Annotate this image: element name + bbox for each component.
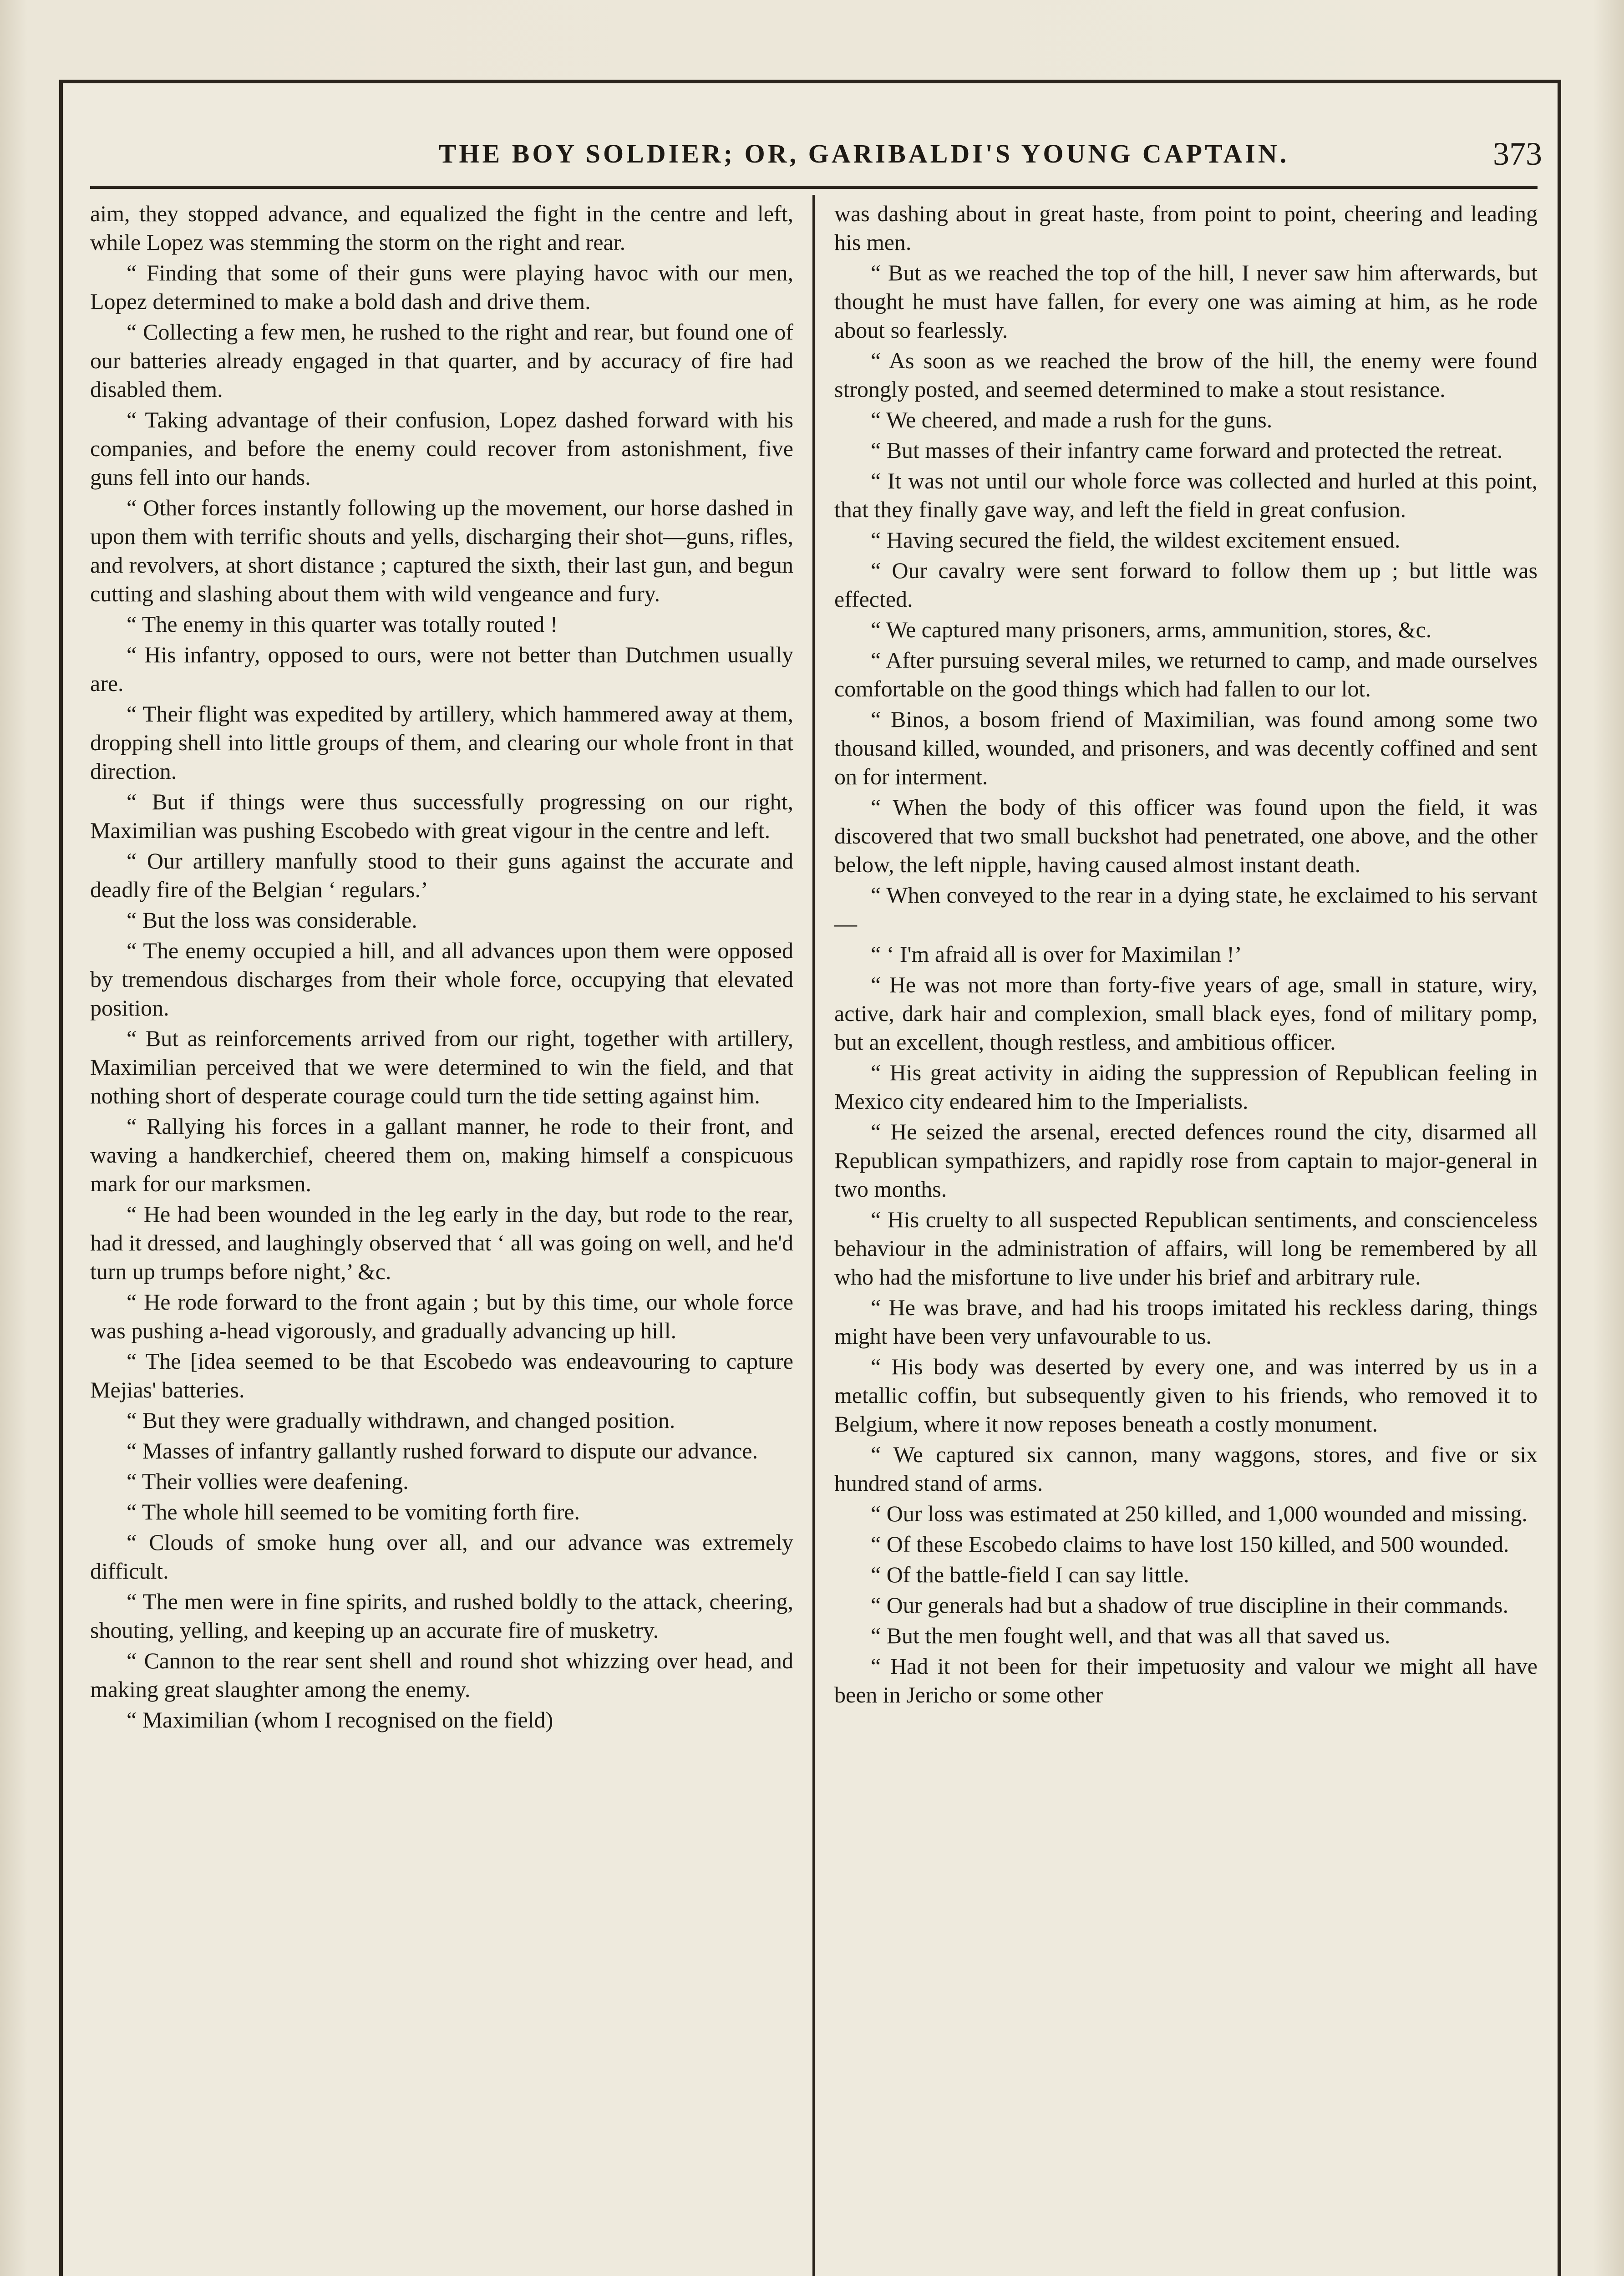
paragraph: “ Our cavalry were sent forward to follow them up ; but little was effected. (834, 558, 1538, 612)
paragraph: “ His cruelty to all suspected Republican sentiments, and conscienceless behaviour in the administration of affairs, will long be remembered by all who had the misfortune to live under his brief and arbitrary rule. (834, 1207, 1538, 1290)
paragraph: “ Rallying his forces in a gallant manner, he rode to their front, and waving a handkerchief, cheered them on, making himself a conspicuous mark for our marksmen. (90, 1113, 793, 1196)
paragraph: “ When conveyed to the rear in a dying state, he exclaimed to his servant— (834, 882, 1538, 936)
paragraph: “ We cheered, and made a rush for the guns. (871, 407, 1273, 432)
paragraph: “ He was brave, and had his troops imitated his reckless daring, things might have been very unfavourable to us. (834, 1295, 1538, 1349)
paragraph: was dashing about in great haste, from point to point, cheering and leading his men. (834, 201, 1538, 255)
column-rule (812, 195, 815, 2276)
paragraph: “ Maximilian (whom I recognised on the field) (127, 1707, 553, 1732)
paragraph: “ ‘ I'm afraid all is over for Maximilan !’ (871, 941, 1242, 967)
paragraph: “ Collecting a few men, he rushed to the right and rear, but found one of our batteries already engaged in that quarter, and by accuracy of fire had disabled them. (90, 319, 793, 402)
paragraph: “ But as reinforcements arrived from our right, together with artillery, Maximilian perceived that we were determined to win the field, and that nothing short of desperate courage could turn the tide setting against him. (90, 1026, 793, 1108)
paragraph: “ The whole hill seemed to be vomiting forth fire. (127, 1499, 580, 1524)
paragraph: “ But as we reached the top of the hill, I never saw him afterwards, but thought he must have fallen, for every one was aiming at him, as he rode about so fearlessly. (834, 260, 1538, 343)
right-column (834, 199, 1538, 2276)
paragraph: “ He rode forward to the front again ; but by this time, our whole force was pushing a-head vigorously, and gradually advancing up hill. (90, 1289, 793, 1343)
paragraph: “ The enemy occupied a hill, and all advances upon them were opposed by tremendous discharges from their whole force, occupying that elevated position. (90, 938, 793, 1021)
paragraph: “ His body was deserted by every one, and was interred by us in a metallic coffin, but subsequently given to his friends, who removed it to Belgium, where it now reposes beneath a costly monument. (834, 1354, 1538, 1437)
page-number: 373 (1493, 136, 1542, 172)
paragraph: “ Having secured the field, the wildest excitement ensued. (871, 527, 1401, 553)
paragraph: “ The [idea seemed to be that Escobedo was endeavouring to capture Mejias' batteries. (90, 1348, 793, 1402)
paragraph: “ Cannon to the rear sent shell and round shot whizzing over head, and making great slaughter among the enemy. (90, 1648, 793, 1702)
paragraph: “ The enemy in this quarter was totally routed ! (127, 611, 558, 637)
paragraph: “ Finding that some of their guns were playing havoc with our men, Lopez determined to make a bold dash and drive them. (90, 260, 793, 314)
paragraph: “ We captured six cannon, many waggons, stores, and five or six hundred stand of arms. (834, 1442, 1538, 1496)
paragraph: “ Had it not been for their impetuosity and valour we might all have been in Jericho or some other (834, 1653, 1538, 1707)
paragraph: “ Masses of infantry gallantly rushed forward to dispute our advance. (127, 1438, 758, 1463)
paragraph: “ After pursuing several miles, we returned to camp, and made ourselves comfortable on the good things which had fallen to our lot. (834, 647, 1538, 701)
paragraph: “ Binos, a bosom friend of Maximilian, was found among some two thousand killed, wounded, and prisoners, and was decently coffined and sent on for interment. (834, 706, 1538, 789)
paragraph: “ He seized the arsenal, erected defences round the city, disarmed all Republican sympathizers, and rapidly rose from captain to major-general in two months. (834, 1119, 1538, 1202)
paragraph: “ But they were gradually withdrawn, and changed position. (127, 1407, 675, 1433)
paragraph: “ Taking advantage of their confusion, Lopez dashed forward with his companies, and before the enemy could recover from astonishment, five guns fell into our hands. (90, 407, 793, 490)
paragraph: “ It was not until our whole force was collected and hurled at this point, that they finally gave way, and left the field in great confusion. (834, 468, 1538, 522)
paragraph: aim, they stopped advance, and equalized the fight in the centre and left, while Lopez was stemming the storm on the right and rear. (90, 201, 793, 255)
paragraph: “ Their flight was expedited by artillery, which hammered away at them, dropping shell into little groups of them, and clearing our whole front in that direction. (90, 701, 793, 784)
paragraph: “ Our artillery manfully stood to their guns against the accurate and deadly fire of the Belgian ‘ regulars.’ (90, 848, 793, 902)
paragraph: “ We captured many prisoners, arms, ammunition, stores, &c. (871, 617, 1432, 642)
paragraph: “ When the body of this officer was found upon the field, it was discovered that two small buckshot had penetrated, one above, and the other below, the left nipple, having caused almost instant death. (834, 794, 1538, 877)
paragraph: “ Of these Escobedo claims to have lost 150 killed, and 500 wounded. (871, 1531, 1509, 1557)
paragraph: “ He was not more than forty-five years of age, small in stature, wiry, active, dark hair and complexion, small black eyes, fond of military pomp, but an excellent, though restless, and ambitious officer. (834, 972, 1538, 1055)
paragraph: “ Our generals had but a shadow of true discipline in their commands. (871, 1592, 1509, 1618)
header-rule (90, 186, 1538, 189)
magazine-page (59, 80, 1561, 2276)
paragraph: “ But masses of their infantry came forward and protected the retreat. (871, 437, 1503, 463)
paragraph: “ Other forces instantly following up the movement, our horse dashed in upon them with terrific shouts and yells, discharging their shot—guns, rifles, and revolvers, at short distance ; captured the sixth, their last gun, and begun cutting and slashing about them with wild vengeance and fury. (90, 495, 793, 606)
running-title: THE BOY SOLDIER; OR, GARIBALDI'S YOUNG CAPTAIN. (438, 139, 1289, 168)
paragraph: “ He had been wounded in the leg early in the day, but rode to the rear, had it dressed, and laughingly observed that ‘ all was going on well, and he'd turn up trumps before night,’ &c. (90, 1201, 793, 1284)
paragraph: “ The men were in fine spirits, and rushed boldly to the attack, cheering, shouting, yelling, and keeping up an accurate fire of musketry. (90, 1589, 793, 1643)
paragraph: “ Of the battle-field I can say little. (871, 1562, 1189, 1587)
paragraph: “ His great activity in aiding the suppression of Republican feeling in Mexico city endeared him to the Imperialists. (834, 1060, 1538, 1114)
paragraph: “ Clouds of smoke hung over all, and our advance was extremely difficult. (90, 1529, 793, 1584)
paragraph: “ Our loss was estimated at 250 killed, and 1,000 wounded and missing. (871, 1501, 1528, 1526)
paragraph: “ As soon as we reached the brow of the hill, the enemy were found strongly posted, and seemed determined to make a stout resistance. (834, 348, 1538, 402)
left-column (90, 199, 793, 2276)
paragraph: “ But if things were thus successfully progressing on our right, Maximilian was pushing Escobedo with great vigour in the centre and left. (90, 789, 793, 843)
paragraph: “ His infantry, opposed to ours, were not better than Dutchmen usually are. (90, 642, 793, 696)
paragraph: “ Their vollies were deafening. (127, 1468, 409, 1494)
paragraph: “ But the men fought well, and that was all that saved us. (871, 1623, 1391, 1648)
paragraph: “ But the loss was considerable. (127, 907, 417, 933)
